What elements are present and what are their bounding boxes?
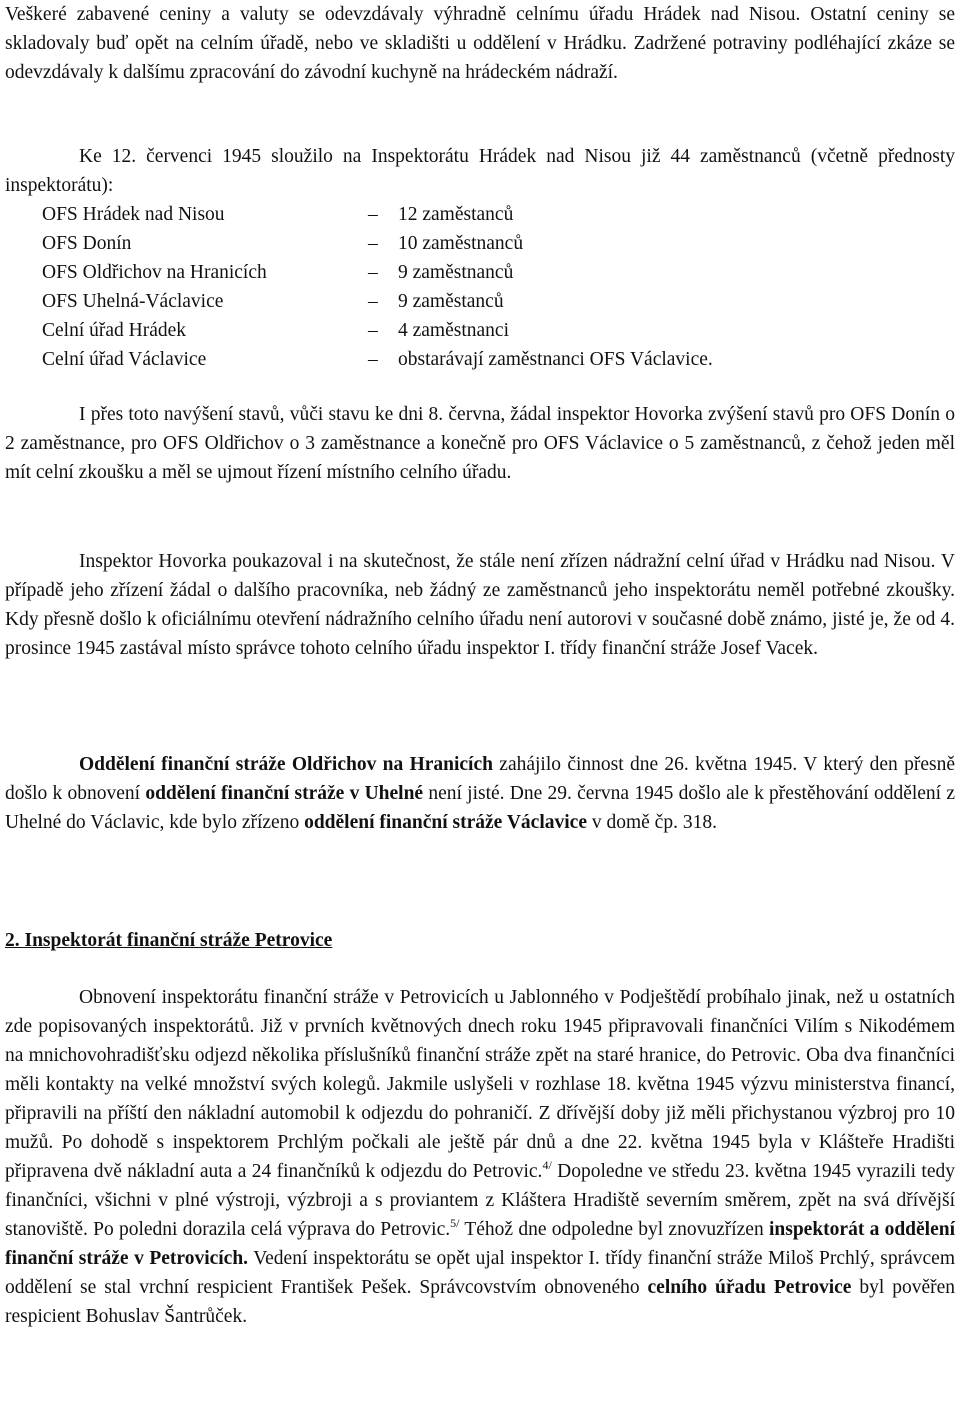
- list-item: OFS Oldřichov na Hranicích – 9 zaměstnanců: [42, 262, 514, 283]
- paragraph-oldrichov: Oddělení finanční stráže Oldřichov na Hranicích zahájilo činnost dne 26. května 1945. V který den přesně došlo k obnovení oddělení finanční stráže v Uhelné není jisté. Dne 29. června 1945 došlo ale k přestěhování oddělení z Uhelné do Václavic, kde bylo zřízeno oddělení finanční stráže Václavice v domě čp. 318.: [5, 754, 956, 833]
- list-item: Celní úřad Hrádek – 4 zaměstnanci: [42, 320, 509, 341]
- section-heading: 2. Inspektorát finanční stráže Petrovice: [5, 930, 333, 951]
- list-item: OFS Uhelná-Václavice – 9 zaměstanců: [42, 291, 504, 312]
- paragraph-seized-goods: Veškeré zabavené ceniny a valuty se odevzdávaly výhradně celnímu úřadu Hrádek nad Nisou. Ostatní ceniny se skladovaly buď opět na celním úřadě, nebo ve skladišti u oddělení v Hrádku. Zadržené potraviny podléhající zkáze se odevzdávaly k dalšímu zpracování do závodní kuchyně na hrádeckém nádraží.: [5, 4, 955, 83]
- paragraph-railway-office: Inspektor Hovorka poukazoval i na skutečnost, že stále není zřízen nádražní celní úřad v Hrádku nad Nisou. V případě jeho zřízení žádal o dalšího pracovníka, neb žádný ze zaměstnanců jeho inspektorátu neměl potřebné zkoušky. Kdy přesně došlo k oficiálnímu otevření nádražního celního úřadu není autorovi v současné době známo, jisté je, že od 4. prosince 1945 zastával místo správce tohoto celního úřadu inspektor I. třídy finanční stráže Josef Vacek.: [5, 551, 955, 659]
- staff-list: [42, 200, 922, 374]
- footnote-ref: 5/: [450, 1216, 460, 1230]
- footnote-ref: 4/: [542, 1158, 552, 1172]
- paragraph-petrovice: Obnovení inspektorátu finanční stráže v Petrovicích u Jablonného v Podještědí probíhalo jinak, než u ostatních zde popisovaných inspektorátů. Již v prvních květnových dnech roku 1945 připravovali finančníci Vilím s Nikodémem na mnichovohradišťsku odjezd několika příslušníků finanční stráže zpět na staré hranice, do Petrovic. Oba dva finančníci měli kontakty na velké množství svých kolegů. Jakmile uslyšeli v rozhlase 18. května 1945 výzvu ministerstva financí, připravili na příští den nákladní automobil k odjezdu do pohraničí. Z dřívější doby již měli přichystanou výzbroj pro 10 mužů. Po dohodě s inspektorem Prchlým počkali ale ještě pár dnů a dne 22. května 1945 byla v Klášteře Hradišti připravena dvě nákladní auta a 24 finančníků k odjezdu do Petrovic.$^{4/}$ Dopoledne ve středu 23. května 1945 vyrazili tedy finančníci, všichni v plné výstroji, výzbroji a s proviantem z Kláštera Hradiště severním směrem, zpět na svá dřívější stanoviště. Po poledni dorazila celá výprava do Petrovic.$^{5/}$ Téhož dne odpoledne byl znovuzřízen inspektorát a oddělení finanční stráže v Petrovicích. Vedení inspektorátu se opět ujal inspektor I. třídy finanční stráže Miloš Prchlý, správcem oddělení se stal vrchní respicient František Pešek. Správcovstvím obnoveného celního úřadu Petrovice byl pověřen respicient Bohuslav Šantrůček.: [5, 987, 956, 1327]
- list-item: OFS Donín – 10 zaměstnanců: [42, 233, 524, 254]
- paragraph-staff-increase: I přes toto navýšení stavů, vůči stavu ke dni 8. června, žádal inspektor Hovorka zvýšení stavů pro OFS Donín o 2 zaměstnance, pro OFS Oldřichov o 3 zaměstnance a konečně pro OFS Václavice o 5 zaměstnanců, z čehož jeden měl mít celní zkoušku a měl se ujmout řízení místního celního úřadu.: [5, 404, 955, 483]
- list-item: OFS Hrádek nad Nisou – 12 zaměstanců: [42, 204, 514, 225]
- list-item: Celní úřad Václavice – obstarávají zaměstnanci OFS Václavice.: [42, 349, 713, 370]
- paragraph-staff-intro: Ke 12. červenci 1945 sloužilo na Inspektorátu Hrádek nad Nisou již 44 zaměstnanců (včetně přednosty inspektorátu):: [5, 146, 955, 196]
